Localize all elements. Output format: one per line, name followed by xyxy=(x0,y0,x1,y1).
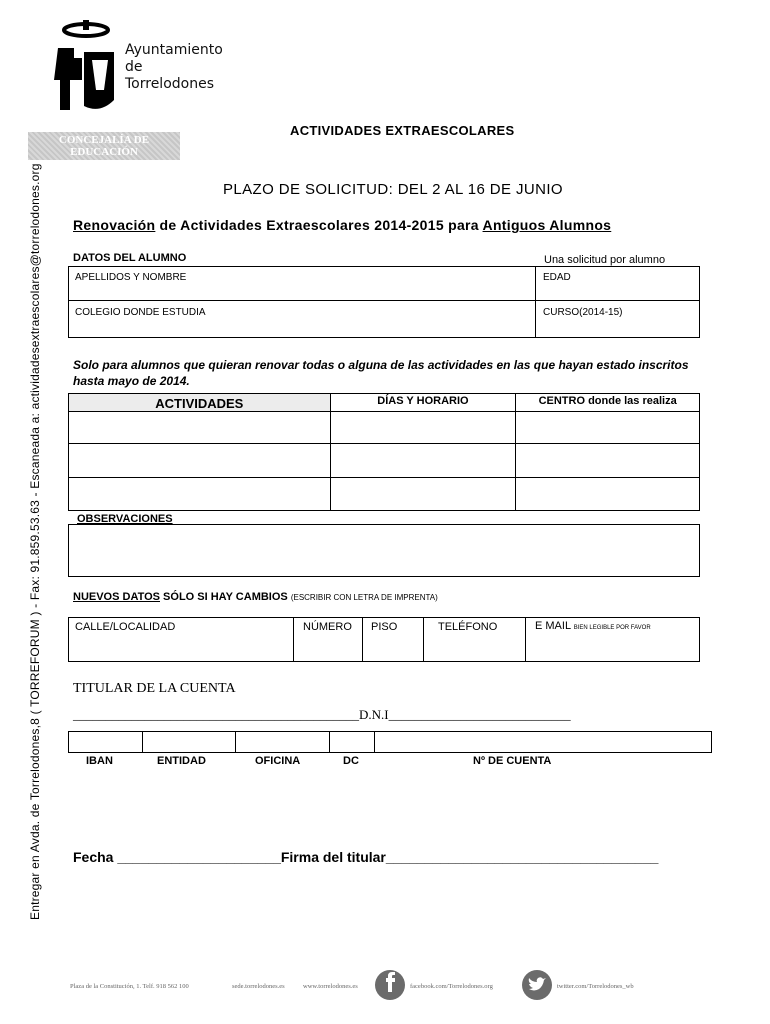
footer-sede[interactable]: sede.torrelodones.es xyxy=(232,983,285,990)
activity-cell[interactable] xyxy=(516,444,700,477)
entidad-field[interactable] xyxy=(142,731,236,753)
calle-label: CALLE/LOCALIDAD xyxy=(75,621,176,633)
telefono-field[interactable] xyxy=(423,617,526,662)
calle-field[interactable] xyxy=(68,617,294,662)
solo-para-alumnos-note: Solo para alumnos que quieran renovar todas o alguna de las actividades en las que hayan estado inscritos hasta mayo de 2014. xyxy=(73,358,689,388)
observaciones-field[interactable] xyxy=(68,524,700,577)
concejalia-stamp xyxy=(28,132,180,160)
solo-si-cambios: SÓLO SI HAY CAMBIOS xyxy=(160,591,288,603)
dc-label: DC xyxy=(343,755,359,767)
colegio-label: COLEGIO DONDE ESTUDIA xyxy=(75,307,206,318)
delivery-instructions: Entregar en Avda. de Torrelodones,8 ( TORREFORUM ) - Fax: 91.859.53.63 - Escaneada a: actividadesextraescolares@torrelodones.org xyxy=(28,163,42,920)
activity-cell[interactable] xyxy=(69,477,331,510)
email-note: BIEN LEGIBLE POR FAVOR xyxy=(573,625,651,631)
curso-label: CURSO(2014-15) xyxy=(543,307,623,318)
renovacion-heading xyxy=(73,217,611,233)
page-title: ACTIVIDADES EXTRAESCOLARES xyxy=(290,123,515,138)
cuenta-field[interactable] xyxy=(374,731,712,753)
numero-label: NÚMERO xyxy=(303,621,352,633)
activities-table xyxy=(68,393,700,511)
activity-cell[interactable] xyxy=(516,412,700,444)
actividades-header xyxy=(69,394,331,412)
plazo-heading: PLAZO DE SOLICITUD: DEL 2 AL 16 DE JUNIO xyxy=(223,181,563,198)
logo-line-3: Torrelodones xyxy=(125,76,214,92)
dias-header xyxy=(330,394,516,412)
activity-cell[interactable] xyxy=(69,444,331,477)
centro-header-label: CENTRO donde las realiza xyxy=(538,395,677,407)
telefono-label: TELÉFONO xyxy=(438,621,498,633)
fecha-firma-line[interactable]: Fecha _____________________Firma del titular___________________________________ xyxy=(73,849,659,865)
facebook-icon[interactable] xyxy=(375,970,405,1000)
datos-alumno-label: DATOS DEL ALUMNO xyxy=(73,252,187,264)
dias-header-label: DÍAS Y HORARIO xyxy=(377,395,469,407)
iban-field[interactable] xyxy=(68,731,143,753)
curso-field[interactable] xyxy=(536,300,700,338)
footer-web[interactable]: www.torrelodones.es xyxy=(303,983,358,990)
edad-label: EDAD xyxy=(543,272,571,283)
piso-field[interactable] xyxy=(362,617,424,662)
entidad-label: ENTIDAD xyxy=(157,755,206,767)
oficina-field[interactable] xyxy=(235,731,330,753)
footer-twitter[interactable]: twitter.com/Torrelodones_wb xyxy=(557,983,634,990)
nuevos-datos-heading xyxy=(73,591,438,603)
town-logo xyxy=(48,20,128,115)
colegio-field[interactable] xyxy=(68,300,536,338)
numero-field[interactable] xyxy=(293,617,363,662)
nuevos-datos-word: NUEVOS DATOS xyxy=(73,591,160,603)
renovacion-middle: de Actividades Extraescolares 2014-2015 para xyxy=(155,217,483,233)
footer-facebook[interactable]: facebook.com/Torrelodones.org xyxy=(410,983,493,990)
logo-line-1: Ayuntamiento xyxy=(125,42,223,58)
activity-cell[interactable] xyxy=(69,412,331,444)
email-label: E MAIL xyxy=(535,620,571,632)
logo-line-2: de xyxy=(125,59,143,75)
email-label-wrap xyxy=(526,618,699,634)
activity-cell[interactable] xyxy=(516,477,700,510)
renovacion-word: Renovación xyxy=(73,217,156,233)
email-field[interactable] xyxy=(525,617,700,662)
oficina-label: OFICINA xyxy=(255,755,301,767)
titular-label: TITULAR DE LA CUENTA xyxy=(73,681,236,696)
dc-field[interactable] xyxy=(329,731,375,753)
una-solicitud-note: Una solicitud por alumno xyxy=(544,254,666,266)
titular-dni-line[interactable]: ____________________________________________D.N.I____________________________ xyxy=(73,707,571,722)
activity-cell[interactable] xyxy=(330,477,516,510)
piso-label: PISO xyxy=(371,621,398,633)
antiguos-alumnos: Antiguos Alumnos xyxy=(482,217,612,233)
concejalia-line-1: CONCEJALÍA DE xyxy=(58,134,150,146)
footer-address: Plaza de la Constitución, 1. Telf. 918 562 100 xyxy=(70,983,189,990)
iban-label: IBAN xyxy=(86,755,113,767)
activity-cell[interactable] xyxy=(330,412,516,444)
numero-cuenta-label: Nº DE CUENTA xyxy=(473,755,552,767)
apellidos-field[interactable] xyxy=(68,266,536,301)
activity-cell[interactable] xyxy=(330,444,516,477)
escribir-note: (ESCRIBIR CON LETRA DE IMPRENTA) xyxy=(290,593,438,602)
edad-field[interactable] xyxy=(536,266,700,301)
centro-header xyxy=(516,394,700,412)
actividades-header-label: ACTIVIDADES xyxy=(155,396,244,411)
observaciones-label: OBSERVACIONES xyxy=(77,513,173,525)
apellidos-label: APELLIDOS Y NOMBRE xyxy=(75,272,187,283)
concejalia-line-2: EDUCACIÓN xyxy=(70,146,138,158)
coat-of-arms-icon xyxy=(48,20,128,115)
twitter-icon[interactable] xyxy=(522,970,552,1000)
